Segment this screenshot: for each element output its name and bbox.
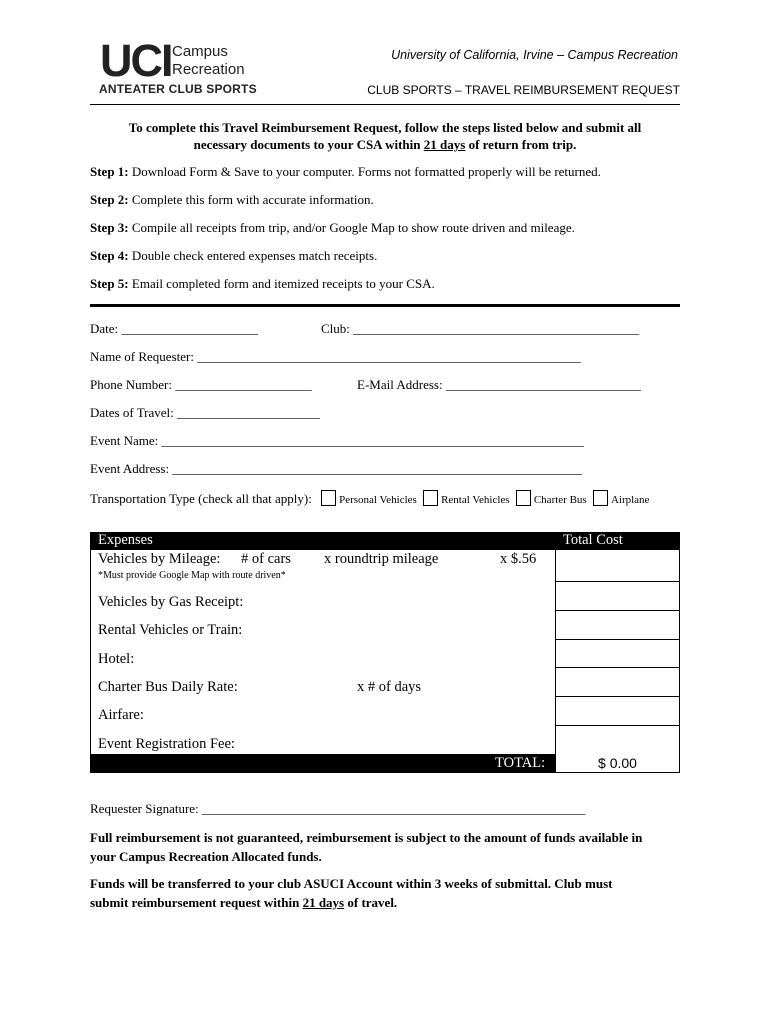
note-2-line-1: Funds will be transferred to your club ASUCI Account within 3 weeks of submittal. Club must xyxy=(90,876,613,891)
logo-subtitle: ANTEATER CLUB SPORTS xyxy=(99,82,257,96)
total-cost-header: Total Cost xyxy=(563,532,623,548)
total-value[interactable]: $ 0.00 xyxy=(555,754,679,772)
gas-receipt-label: Vehicles by Gas Receipt: xyxy=(98,594,244,610)
funds-transfer-note xyxy=(90,874,690,912)
phone-field[interactable]: Phone Number: _____________________ xyxy=(90,377,312,392)
logo-campus-recreation xyxy=(172,43,245,79)
date-field[interactable]: Date: _____________________ xyxy=(90,321,258,336)
rental-label: Rental Vehicles or Train: xyxy=(98,622,243,638)
airfare-label: Airfare: xyxy=(98,707,144,723)
intro-days: 21 days xyxy=(423,137,466,152)
charter-bus-checkbox[interactable] xyxy=(516,490,531,506)
step-1-label: Step 1: xyxy=(90,164,129,179)
intro-line-2-post: of return from trip. xyxy=(465,137,577,152)
step-1-text: Download Form & Save to your computer. Forms not formatted properly will be returned. xyxy=(128,164,601,179)
charter-bus-label: Charter Bus xyxy=(533,494,587,506)
hotel-label: Hotel: xyxy=(98,651,135,667)
step-5-label: Step 5: xyxy=(90,276,129,291)
intro-line-2 xyxy=(90,136,680,153)
dates-of-travel-field[interactable]: Dates of Travel: ______________________ xyxy=(90,405,321,420)
row-divider xyxy=(556,725,679,726)
step-4-label: Step 4: xyxy=(90,248,129,263)
transport-type-label: Transportation Type (check all that apply): xyxy=(90,491,312,506)
airplane-checkbox[interactable] xyxy=(593,490,608,506)
mileage-roundtrip: x roundtrip mileage xyxy=(324,551,439,567)
form-title: CLUB SPORTS – TRAVEL REIMBURSEMENT REQUEST xyxy=(367,83,680,97)
personal-vehicles-label: Personal Vehicles xyxy=(339,494,417,506)
personal-vehicles-checkbox[interactable] xyxy=(321,490,336,506)
step-4-text: Double check entered expenses match receipts. xyxy=(128,248,378,263)
row-divider xyxy=(556,581,679,582)
rental-vehicles-label: Rental Vehicles xyxy=(441,494,510,506)
logo-recreation-text: Recreation xyxy=(172,61,245,78)
transport-type-row xyxy=(90,490,652,507)
mileage-rate: x $.56 xyxy=(500,551,537,567)
section-divider xyxy=(90,304,680,307)
event-address-field[interactable]: Event Address: _______________________________________________________________ xyxy=(90,461,582,476)
requester-name-field[interactable]: Name of Requester: ___________________________________________________________ xyxy=(90,349,581,364)
mileage-cars: # of cars xyxy=(241,551,291,567)
row-divider xyxy=(556,667,679,668)
expenses-header: Expenses xyxy=(98,532,153,548)
row-divider xyxy=(556,610,679,611)
requester-signature-field[interactable]: Requester Signature: ___________________________________________________________ xyxy=(90,801,586,816)
step-5 xyxy=(90,276,435,292)
charter-bus-label-row: Charter Bus Daily Rate: xyxy=(98,679,238,695)
event-name-field[interactable]: Event Name: _________________________________________________________________ xyxy=(90,433,584,448)
university-header: University of California, Irvine – Campus Recreation xyxy=(391,48,678,62)
note-2-line-2 xyxy=(90,893,690,912)
airplane-label: Airplane xyxy=(610,494,650,506)
mileage-label: Vehicles by Mileage: xyxy=(98,551,221,567)
step-2-text: Complete this form with accurate information. xyxy=(128,192,374,207)
step-2-label: Step 2: xyxy=(90,192,129,207)
intro-instructions xyxy=(90,119,680,153)
charter-days: x # of days xyxy=(357,679,422,695)
step-3-text: Compile all receipts from trip, and/or Google Map to show route driven and mileage. xyxy=(128,220,575,235)
note-2-pre: submit reimbursement request within xyxy=(90,895,303,910)
step-2 xyxy=(90,192,374,208)
rental-vehicles-checkbox[interactable] xyxy=(423,490,438,506)
note-1-line-1: Full reimbursement is not guaranteed, reimbursement is subject to the amount of funds available in xyxy=(90,830,643,845)
note-2-days: 21 days xyxy=(302,895,345,910)
step-4 xyxy=(90,248,377,264)
logo-campus-text: Campus xyxy=(172,43,228,60)
email-field[interactable]: E-Mail Address: ______________________________ xyxy=(357,377,641,392)
note-1-line-2: your Campus Recreation Allocated funds. xyxy=(90,849,322,864)
step-3 xyxy=(90,220,575,236)
note-2-post: of travel. xyxy=(344,895,398,910)
row-divider xyxy=(556,639,679,640)
step-5-text: Email completed form and itemized receipts to your CSA. xyxy=(128,276,435,291)
header-divider xyxy=(90,104,680,105)
step-3-label: Step 3: xyxy=(90,220,129,235)
total-label: TOTAL: xyxy=(495,755,546,771)
reimbursement-note xyxy=(90,828,690,866)
mileage-note: *Must provide Google Map with route driven* xyxy=(98,570,286,581)
registration-label: Event Registration Fee: xyxy=(98,736,235,752)
logo-uci: UCI xyxy=(100,35,172,86)
intro-line-2-pre: necessary documents to your CSA within xyxy=(193,137,424,152)
intro-line-1: To complete this Travel Reimbursement Request, follow the steps listed below and submit all xyxy=(128,120,642,135)
row-divider xyxy=(556,696,679,697)
step-1 xyxy=(90,164,601,180)
club-field[interactable]: Club: ____________________________________________ xyxy=(321,321,640,336)
